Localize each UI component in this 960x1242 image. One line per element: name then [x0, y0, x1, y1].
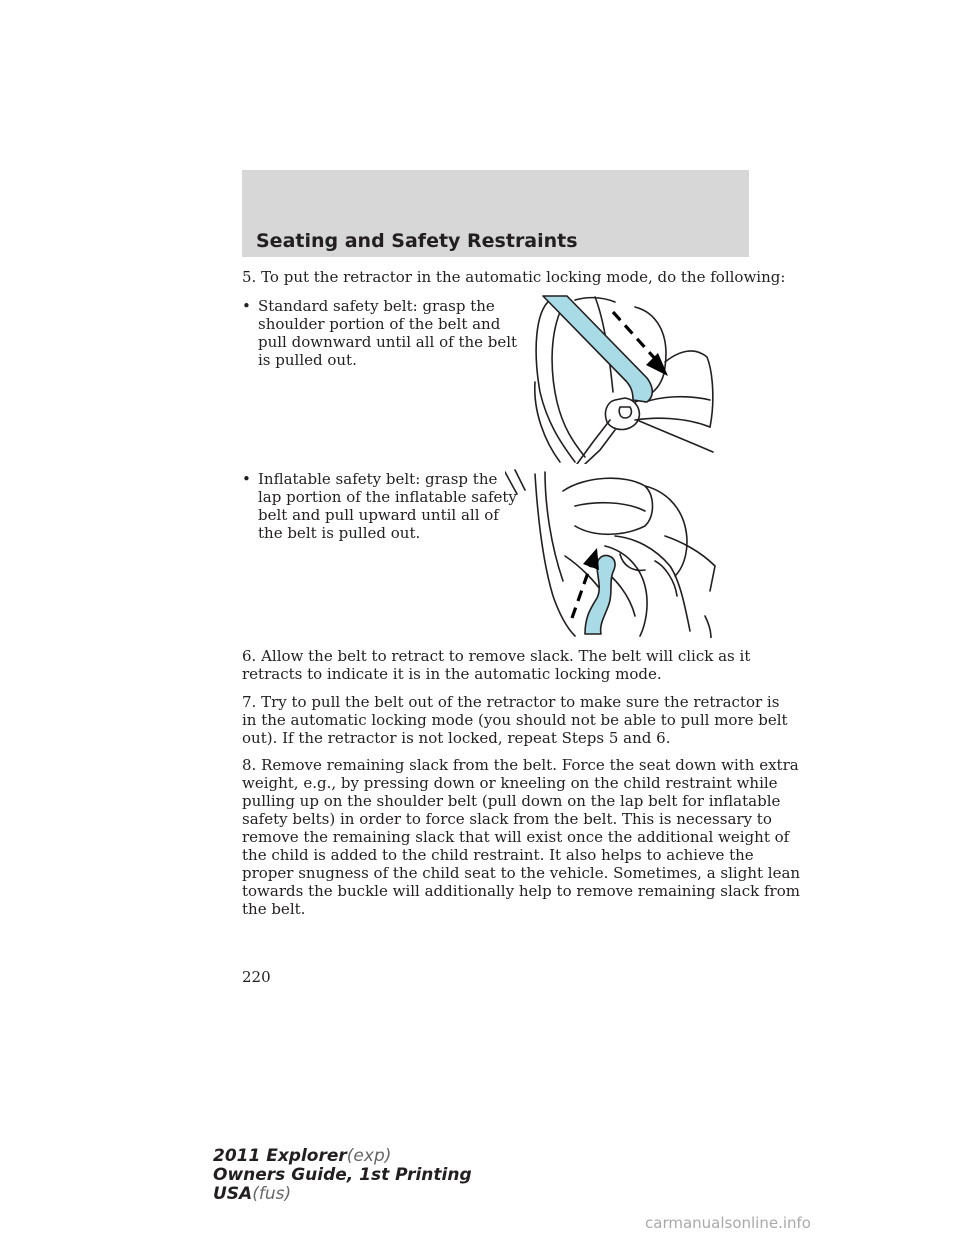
- standard-belt-illustration: [515, 292, 725, 464]
- step-7-paragraph: 7. Try to pull the belt out of the retractor to make sure the retractor is in the automatic locking mode (you should not be able to pull more belt out). If the retractor is not locked, repeat Steps 5 and 6.: [242, 693, 788, 747]
- footer-model: 2011 Explorer: [213, 1146, 347, 1166]
- step-5-intro: 5. To put the retractor in the automatic locking mode, do the following:: [242, 268, 786, 286]
- page-number: 220: [242, 968, 271, 986]
- bullet-symbol: •: [242, 470, 251, 488]
- step-6-paragraph: 6. Allow the belt to retract to remove slack. The belt will click as it retracts to indicate it is in the automatic locking mode.: [242, 647, 751, 683]
- bullet-text: Standard safety belt: grasp the shoulder portion of the belt and pull downward until all of the belt is pulled out.: [258, 297, 518, 369]
- footer-market-code: (fus): [252, 1184, 292, 1204]
- footer-model-code: (exp): [346, 1146, 392, 1166]
- footer-market: USA: [213, 1184, 253, 1204]
- footer-guide: Owners Guide, 1st Printing: [213, 1165, 472, 1185]
- watermark: carmanualsonline.info: [645, 1214, 811, 1232]
- document-footer: [213, 1147, 472, 1204]
- inflatable-belt-illustration: [505, 466, 720, 638]
- section-header-band: [242, 170, 749, 257]
- bullet-text: Inflatable safety belt: grasp the lap portion of the inflatable safety belt and pull upward until all of the belt is pulled out.: [258, 470, 517, 542]
- bullet-symbol: •: [242, 297, 251, 315]
- step-8-paragraph: 8. Remove remaining slack from the belt. Force the seat down with extra weight, e.g., by pressing down or kneeling on the child restraint while pulling up on the shoulder belt (pull down on the lap belt for inflatable safety belts) in order to force slack from the belt. This is necessary to remove the remaining slack that will exist once the additional weight of the child is added to the child restraint. It also helps to achieve the proper snugness of the child seat to the vehicle. Sometimes, a slight lean towards the buckle will additionally help to remove remaining slack from the belt.: [242, 756, 801, 918]
- section-title: Seating and Safety Restraints: [256, 230, 578, 252]
